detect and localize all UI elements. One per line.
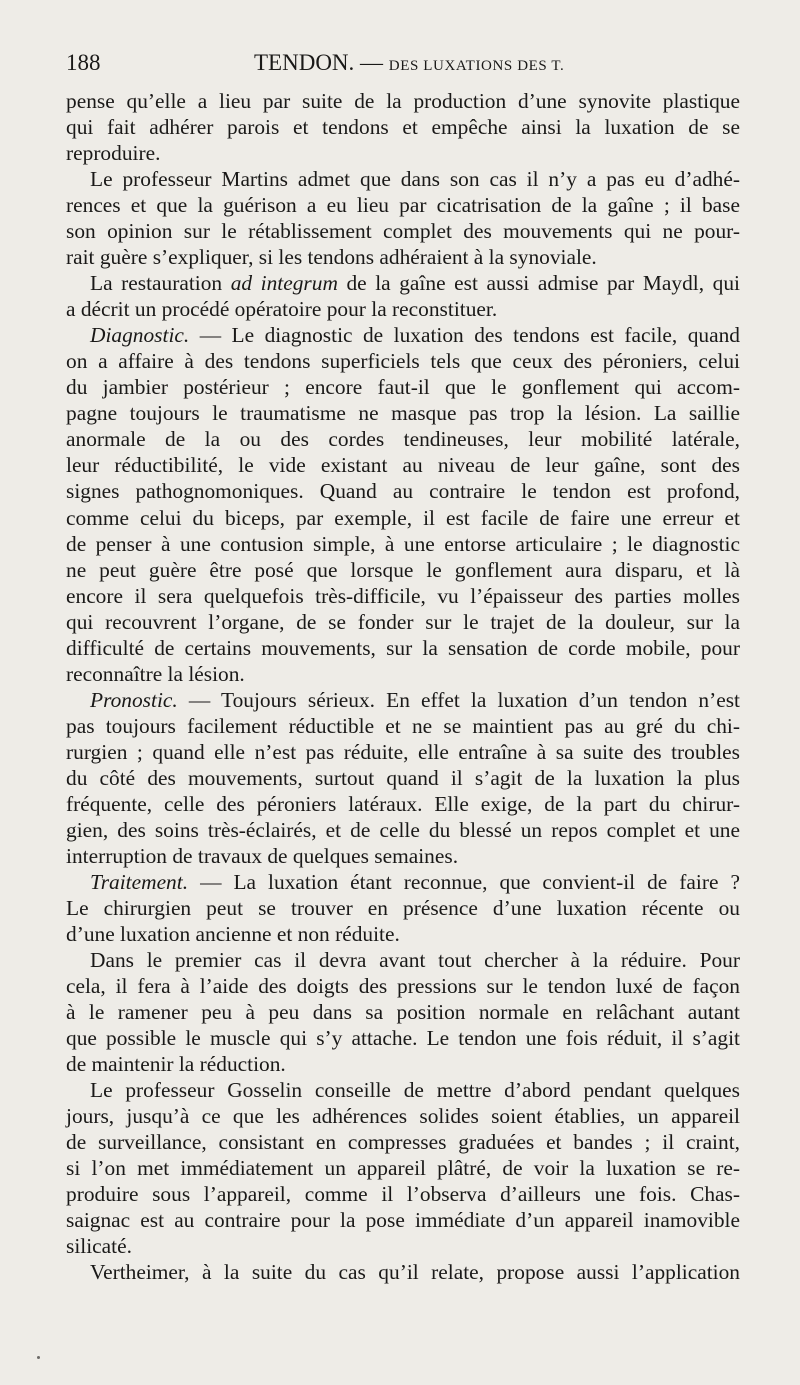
text-run: — La luxation étant reconnue, que convient-il de faire ? [188, 869, 740, 894]
text-line: encore il sera quelquefois très-difficile, vu l’épaisseur des parties molles [66, 583, 740, 608]
text-line [66, 270, 740, 296]
text-line: Le professeur Gosselin conseille de mettre d’abord pendant quelques [90, 1078, 740, 1103]
text-run: La restauration [90, 271, 231, 296]
text-run: — Toujours sérieux. En effet la luxation d’un tendon n’est [177, 687, 740, 712]
section-heading-diagnostic: Diagnostic. [90, 323, 190, 348]
text-line: on a affaire à des tendons superficiels tels que ceux des péroniers, celui [66, 349, 740, 374]
text-line: si l’on met immédiatement un appareil plâtré, de voir la luxation se re- [66, 1156, 740, 1181]
text-line [66, 322, 740, 348]
text-line: signes pathognomoniques. Quand au contraire le tendon est profond, [66, 479, 740, 504]
text-line: leur réductibilité, le vide existant au niveau de leur gaîne, sont des [66, 453, 740, 478]
text-line: que possible le muscle qui s’y attache. Le tendon une fois réduit, il s’agit [66, 1026, 740, 1051]
text-line: interruption de travaux de quelques semaines. [66, 843, 459, 868]
text-line: cela, il fera à l’aide des doigts des pressions sur le tendon luxé de façon [66, 974, 740, 999]
text-line: rurgien ; quand elle n’est pas réduite, elle entraîne à sa suite des troubles [66, 739, 740, 764]
text-line: reproduire. [66, 141, 161, 166]
latin-phrase: ad integrum [230, 271, 338, 296]
running-title-small-caps: DES LUXATIONS DES T. [388, 58, 565, 74]
text-line: produire sous l’appareil, comme il l’observa d’ailleurs une fois. Chas- [66, 1182, 740, 1207]
text-line: pagne toujours le traumatisme ne masque pas trop la lésion. La saillie [66, 401, 740, 426]
text-line: d’une luxation ancienne et non réduite. [66, 922, 400, 946]
text-line: fréquente, celle des péroniers latéraux. Elle exige, de la part du chirur- [66, 791, 740, 816]
paper-speck [37, 1356, 40, 1359]
text-line: pas toujours facilement réductible et ne se maintient pas au gré du chi- [66, 713, 740, 738]
page-header [66, 50, 740, 86]
text-line: de maintenir la réduction. [66, 1052, 286, 1077]
running-title-dash: — [354, 50, 389, 75]
section-heading-traitement: Traitement. [90, 869, 189, 894]
text-line: Le professeur Martins admet que dans son cas il n’y a pas eu d’adhé- [90, 167, 740, 192]
section-heading-pronostic: Pronostic. [90, 687, 178, 712]
text-line: du côté des mouvements, surtout quand il s’agit de la luxation la plus [66, 765, 740, 790]
text-line: gien, des soins très-éclairés, et de celle du blessé un repos complet et une [66, 817, 740, 842]
text-line: silicaté. [66, 1234, 132, 1259]
text-line: pense qu’elle a lieu par suite de la production d’une synovite plastique [66, 89, 740, 113]
text-run: — Le diagnostic de luxation des tendons est facile, quand [189, 323, 740, 348]
page-number: 188 [66, 50, 101, 75]
text-line: rences et que la guérison a eu lieu par cicatrisation de la gaîne ; il base [66, 193, 740, 218]
text-line: à le ramener peu à peu dans sa position normale en relâchant autant [66, 1000, 740, 1025]
running-title [254, 50, 564, 76]
text-line: Dans le premier cas il devra avant tout chercher à la réduire. Pour [90, 948, 740, 973]
text-line: anormale de la ou des cordes tendineuses, leur mobilité latérale, [66, 427, 740, 452]
text-line: qui fait adhérer parois et tendons et empêche ainsi la luxation de se [66, 115, 740, 140]
text-line: du jambier postérieur ; encore faut-il que le gonflement qui accom- [66, 375, 740, 400]
text-line: saignac est au contraire pour la pose immédiate d’un appareil inamovible [66, 1208, 740, 1233]
text-line: ne peut guère être posé que lorsque le gonflement aura disparu, et là [66, 557, 740, 582]
body-text [66, 88, 740, 1285]
text-line: reconnaître la lésion. [66, 661, 245, 686]
text-line: jours, jusqu’à ce que les adhérences solides soient établies, un appareil [66, 1104, 740, 1129]
text-line: rait guère s’expliquer, si les tendons adhéraient à la synoviale. [66, 245, 597, 270]
text-line: comme celui du biceps, par exemple, il est facile de faire une erreur et [66, 505, 740, 530]
text-line: qui recouvrent l’organe, de se fonder sur le trajet de la douleur, sur la [66, 609, 740, 634]
text-line: Vertheimer, à la suite du cas qu’il relate, propose aussi l’application [90, 1260, 740, 1285]
running-title-main: TENDON. [254, 50, 355, 75]
text-line: de surveillance, consistant en compresses graduées et bandes ; il craint, [66, 1130, 740, 1155]
text-line: de penser à une contusion simple, à une entorse articulaire ; le diagnostic [66, 531, 740, 556]
text-line [66, 869, 740, 895]
text-line: son opinion sur le rétablissement complet des mouvements qui ne pour- [66, 219, 740, 244]
text-run: de la gaîne est aussi admise par Maydl, qui [337, 271, 740, 296]
text-line: difficulté de certains mouvements, sur la sensation de corde mobile, pour [66, 635, 740, 660]
text-line [66, 687, 740, 713]
text-line: Le chirurgien peut se trouver en présence d’une luxation récente ou [66, 895, 740, 920]
text-line: a décrit un procédé opératoire pour la reconstituer. [66, 297, 498, 322]
